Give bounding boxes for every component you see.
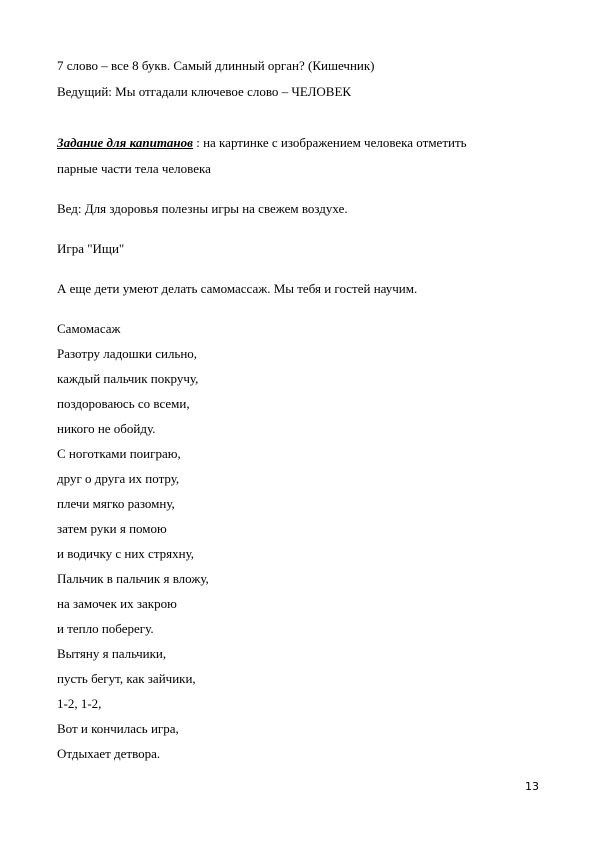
text-line-self-massage-intro: А еще дети умеют делать самомассаж. Мы тебя и гостей научим. (57, 281, 418, 296)
poem-line: 1-2, 1-2, (57, 696, 102, 711)
poem-line: С ноготками поиграю, (57, 446, 181, 461)
poem-line: поздороваюсь со всеми, (57, 396, 190, 411)
poem-line: и водичку с них стряхну, (57, 546, 195, 561)
page-number: 13 (525, 780, 539, 793)
poem-line: Пальчик в пальчик я вложу, (57, 571, 209, 586)
poem-title: Самомасаж (57, 321, 121, 336)
poem-line: пусть бегут, как зайчики, (57, 671, 196, 686)
poem-line: каждый пальчик покручу, (57, 371, 199, 386)
poem-line: Разотру ладошки сильно, (57, 346, 198, 361)
captains-task-heading: Задание для капитанов (57, 135, 193, 150)
captains-task-text: : на картинке с изображением человека отметить (192, 135, 467, 150)
poem-line: затем руки я помою (57, 521, 167, 536)
text-line-game-title: Игра "Ищи" (57, 241, 125, 256)
text-line-word-hint: 7 слово – все 8 букв. Самый длинный орган? (Кишечник) (57, 58, 375, 73)
poem-line: никого не обойду. (57, 421, 156, 436)
text-line-outdoor-games: Вед: Для здоровья полезны игры на свежем воздухе. (57, 201, 348, 216)
captains-task-line (57, 135, 467, 151)
poem-line: Отдыхает детвора. (57, 746, 161, 761)
poem-line: плечи мягко разомну, (57, 496, 175, 511)
text-line-paired-parts: парные части тела человека (57, 161, 211, 176)
poem-line: Вытяну я пальчики, (57, 646, 167, 661)
text-line-host-keyword: Ведущий: Мы отгадали ключевое слово – ЧЕЛОВЕК (57, 84, 352, 99)
poem-line: на замочек их закрою (57, 596, 177, 611)
poem-line: друг о друга их потру, (57, 471, 180, 486)
poem-line: Вот и кончилась игра, (57, 721, 179, 736)
poem-line: и тепло поберегу. (57, 621, 154, 636)
